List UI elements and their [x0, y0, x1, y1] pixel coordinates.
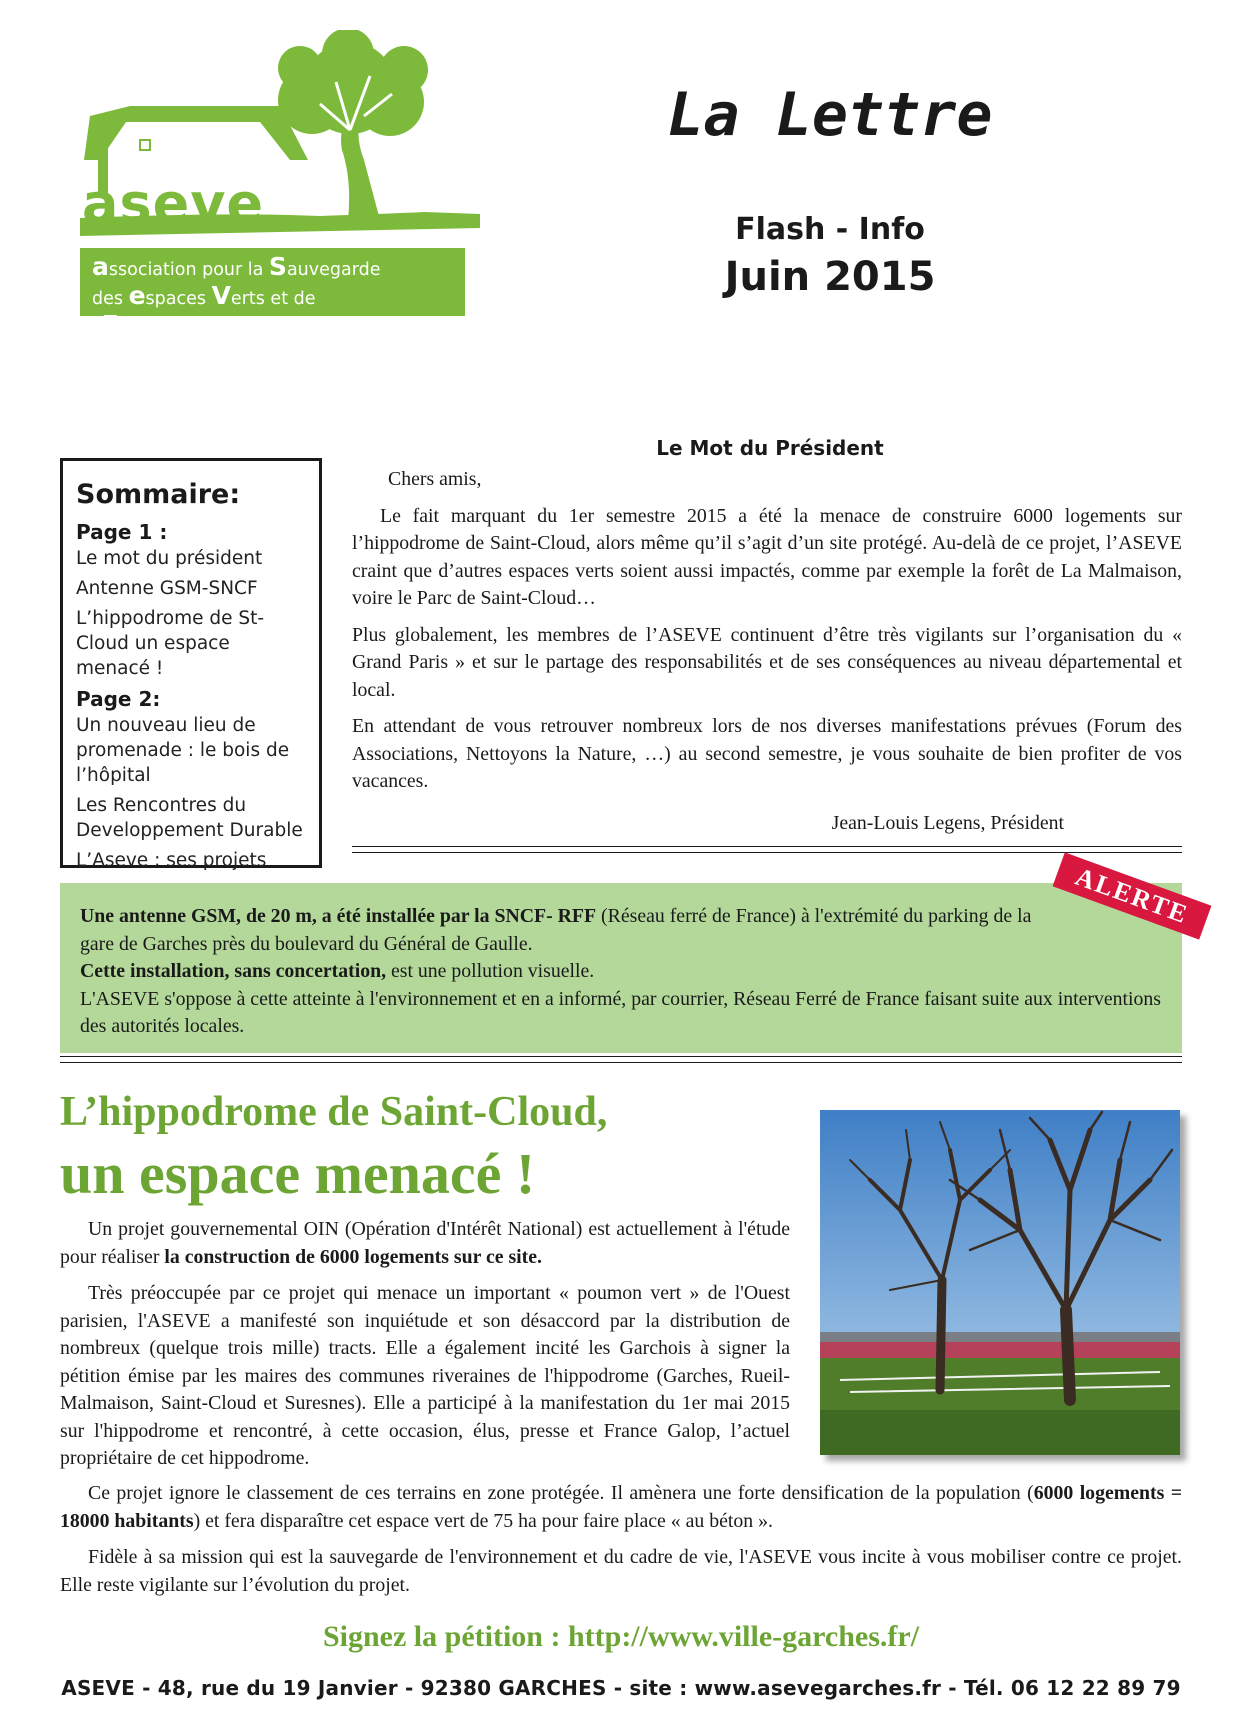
article-text: ) et fera disparaître cet espace vert de 75 ha pour faire place « au béton ».	[193, 1509, 773, 1532]
petition-link[interactable]: Signez la pétition : http://www.ville-garches.fr/	[322, 1620, 920, 1653]
logo-tagline	[80, 248, 465, 339]
logo-initial: E	[101, 310, 119, 339]
alert-text-1	[80, 903, 1162, 958]
page-title: La Lettre	[667, 80, 993, 150]
president-section-title: Le Mot du Président	[656, 436, 884, 460]
logo-tagline-text: erts et de l'	[92, 289, 316, 338]
summary-heading: Sommaire:	[76, 479, 241, 510]
section-divider	[352, 846, 1182, 853]
alert-box	[60, 883, 1182, 1053]
alert-text-2	[80, 958, 1162, 986]
summary-item: Le mot du président	[76, 548, 263, 569]
summary-box	[60, 458, 322, 871]
summary-item: Un nouveau lieu de promenade : le bois de l’hôpital	[76, 715, 290, 786]
president-letter	[352, 466, 1182, 853]
logo-initial: V	[211, 281, 231, 310]
logo-initial: e	[128, 281, 146, 310]
article-paragraph: Très préoccupée par ce projet qui menace un important « poumon vert » de l'Ouest parisien, l'ASEVE a manifesté son inquiétude et son désaccord par la distribution de nombreux (quelque trois mille) tracts. Elle a également incité les Garchois à signer la pétition émise par les maires des communes riveraines de l'hippodrome (Garches, Rueil-Malmaison, Saint-Cloud et Suresnes). Elle a participé à la manifestation du 1er mai 2015 sur l'hippodrome et rencontré, à cette occasion, élus, presse et France Galop, l’actuel propriétaire de cet hippodrome.	[60, 1282, 790, 1469]
section-divider	[60, 1056, 1182, 1063]
logo-tagline-text: des	[92, 289, 129, 309]
alert-text: est une pollution visuelle.	[386, 960, 595, 982]
alert-bold: Cette installation, sans concertation,	[80, 960, 387, 982]
logo-tagline-text: auvegarde	[286, 260, 381, 280]
article-bold: la construction de 6000 logements sur ce site.	[164, 1245, 542, 1268]
logo-tagline-text: ssociation pour la	[108, 260, 269, 280]
article-text: Ce projet ignore le classement de ces terrains en zone protégée. Il amènera une forte densification de la population (	[88, 1482, 1034, 1504]
summary-item: L’hippodrome de St-Cloud un espace menacé !	[76, 608, 265, 679]
alert-badge: ALERTE	[1053, 852, 1212, 939]
page-subtitle: Flash - Info	[735, 212, 925, 247]
trees-photo	[820, 1110, 1180, 1455]
article-bold: 6000 logements = 18000 habitants	[60, 1482, 1183, 1532]
logo-tagline-text: nvironnement	[118, 318, 242, 338]
summary-item: Antenne GSM-SNCF	[76, 578, 258, 599]
article-title-line-1: L’hippodrome de Saint-Cloud,	[60, 1089, 608, 1135]
summary-item: Les Rencontres du Developpement Durable	[76, 795, 303, 841]
summary-page-2: Page 2:	[76, 687, 161, 711]
president-greeting: Chers amis,	[388, 468, 482, 490]
logo-tagline-line-2	[92, 283, 465, 341]
article-paragraph	[60, 1216, 790, 1271]
article-paragraph	[60, 1480, 1182, 1535]
alert-text-3: L'ASEVE s'oppose à cette atteinte à l'environnement et en a informé, par courrier, Réseau Ferré de France faisant suite aux interventions des autorités locales.	[80, 987, 1161, 1037]
logo-tagline-line-1	[92, 254, 465, 283]
article-title-line-2: un espace menacé !	[60, 1141, 536, 1206]
alert-text: (Réseau ferré de France) à l'extrémité du parking de la gare de Garches près du boulevard du Général de Gaulle.	[80, 905, 1032, 955]
summary-page-1: Page 1 :	[76, 520, 168, 544]
summary-item: L’Aseve : ses projets	[76, 850, 267, 871]
president-paragraph: Le fait marquant du 1er semestre 2015 a été la menace de construire 6000 logements sur l’hippodrome de Saint-Cloud, alors même qu’il s’agit d’un site protégé. Au-delà de ce projet, l’ASEVE craint que d’autres espaces verts soient aussi impactés, comme par exemple la forêt de La Malmaison, voire le Parc de Saint-Cloud…	[352, 504, 1182, 609]
issue-date: Juin 2015	[724, 254, 936, 300]
alert-bold: Une antenne GSM, de 20 m, a été installée par la SNCF- RFF	[80, 905, 597, 927]
article-text: Un projet gouvernemental OIN (Opération d'Intérêt National) est actuellement à l'étude pour réaliser	[60, 1218, 790, 1268]
logo-wordmark: aseve	[82, 172, 265, 235]
article-continued	[60, 1480, 1182, 1608]
article-column	[60, 1216, 790, 1482]
logo-tagline-text: spaces	[145, 289, 212, 309]
logo-initial: S	[268, 252, 287, 281]
footer-contact: ASEVE - 48, rue du 19 Janvier - 92380 GARCHES - site : www.asevegarches.fr - Tél. 06 12 22 89 79	[61, 1676, 1181, 1700]
president-paragraph: Plus globalement, les membres de l’ASEVE continuent d’être très vigilants sur l’organisation du « Grand Paris » et sur le partage des responsabilités et de ses conséquences au niveau départemental et local.	[352, 623, 1182, 701]
article-paragraph: Fidèle à sa mission qui est la sauvegarde de l'environnement et du cadre de vie, l'ASEVE vous incite à vous mobiliser contre ce projet. Elle reste vigilante sur l’évolution du projet.	[60, 1546, 1182, 1596]
logo-initial: a	[92, 252, 109, 281]
president-signature: Jean-Louis Legens, Président	[831, 811, 1064, 834]
president-paragraph: En attendant de vous retrouver nombreux lors de nos diverses manifestations prévues (Forum des Associations, Nettoyons la Nature, …) au second semestre, je vous souhaite de bien profiter de vos vacances.	[352, 715, 1182, 792]
